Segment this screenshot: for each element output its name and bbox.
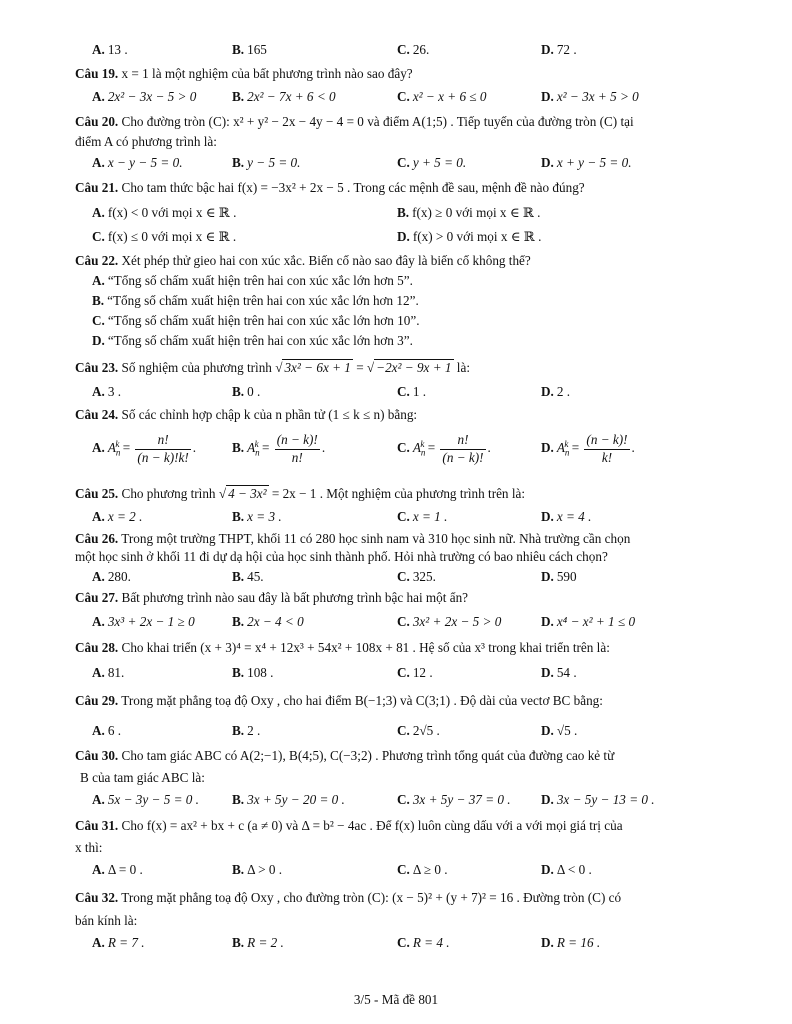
q20-stem: Câu 20. Cho đường tròn (C): x² + y² − 2x − 4y − 4 = 0 và điểm A(1;5) . Tiếp tuyến của đường tròn (C) tại bbox=[75, 114, 634, 129]
q26-option-c: 325. bbox=[412, 569, 436, 584]
q21-option-a: f(x) < 0 với mọi x ∈ ℝ . bbox=[107, 205, 237, 220]
q19-stem: Câu 19. x = 1 là một nghiệm của bất phương trình nào sao đây? bbox=[75, 66, 413, 81]
q21-option-d: f(x) > 0 với mọi x ∈ ℝ . bbox=[412, 229, 542, 244]
q19-option-c: x² − x + 6 ≤ 0 bbox=[412, 89, 487, 104]
q25-option-b: x = 3 . bbox=[247, 509, 282, 524]
q23-option-a: 3 . bbox=[107, 384, 122, 399]
q31-option-c: Δ ≥ 0 . bbox=[412, 862, 448, 877]
q19-option-a: 2x² − 3x − 5 > 0 bbox=[107, 89, 197, 104]
q27-option-d: x⁴ − x² + 1 ≤ 0 bbox=[556, 614, 636, 629]
q20-stem-cont: điểm A có phương trình là: bbox=[75, 134, 217, 149]
q27-option-b: 2x − 4 < 0 bbox=[247, 614, 304, 629]
q22-option-a-line: A. “Tổng số chấm xuất hiện trên hai con xúc xắc lớn hơn 5”. bbox=[92, 273, 413, 288]
exam-page: A. 13 . B. 165 C. 26. D. 72 . Câu 19. x = 1 là một nghiệm của bất phương trình nào sao đây? A. 2x² − 3x − 5 > 0 B. 2x² − 7x + 6 < 0 C. x² − x + 6 ≤ 0 D. x² − 3x + 5 > 0 Câu 20. Cho đường tròn (C): x² + y² − 2x − 4y − 4 = 0 và điểm A(1;5) . Tiếp tuyến của đường tròn (C) tại điểm A có phương trình là: A. x − y − 5 = 0. B. y − 5 = 0. C. y + 5 = 0. D. x + y − 5 = 0. Câu 21. Cho tam thức bậc hai f(x) = −3x² + 2x − 5 . Trong các mệnh đề sau, mệnh đề nào đúng? A. f(x) < 0 với mọi x ∈ ℝ . B. f(x) ≥ 0 với mọi x ∈ ℝ . C. f(x) ≤ 0 với mọi x ∈ ℝ . D. f(x) > 0 với mọi x ∈ ℝ . Câu 22. Xét phép thử gieo hai con xúc xắc. Biến cố nào sao đây là biến cố không thể? A. “Tổng số chấm xuất hiện trên hai con xúc xắc lớn hơn 5”. B. “Tổng số chấm xuất hiện trên hai con xúc xắc lớn hơn 12”. C. “Tổng số chấm xuất hiện trên hai con xúc xắc lớn hơn 10”. D. “Tổng số chấm xuất hiện trên hai con xúc xắc lớn hơn 3”. Câu 23. Số nghiệm của phương trình √ 3x² − 6x + 1 = √ −2x² − 9x + 1 là: A. 3 . B. 0 . C. 1 . D. 2 . Câu 24. Số các chỉnh hợp chập k của n phần tử (1 ≤ k ≤ n) bằng: A. $A_n^k$ = $\frac{n!}{(n - k)!k!}$ . B. $A_n^k$ = $\frac{(n - k)!}{n!}$ . C. $A_n^k$ = $\frac{n!}{(n - k)!}$ . D. $A_n^k$ = $\frac{(n - k)!}{k!}$ . Câu 25. Cho phương trình √ 4 − 3x² = 2x − 1 . Một nghiệm của phương trình trên là: A. x = 2 . B. x = 3 . C. x = 1 . D. x = 4 . Câu 26. Trong một trường THPT, khối 11 có 280 học sinh nam và 310 học sinh nữ. Nhà trường cần chọn một học sinh ở khối 11 đi dự dạ hội của học sinh thành phố. Hỏi nhà trường có bao nhiêu cách chọn? A. 280. B. 45. C. 325. D. 590 Câu 27. Bất phương trình nào sau đây là bất phương trình bậc hai một ẩn? A. 3x³ + 2x − 1 ≥ 0 B. 2x − 4 < 0 C. 3x² + 2x − 5 > 0 D. x⁴ − x² + 1 ≤ 0 Câu 28. Cho khai triển (x + 3)⁴ = x⁴ + 12x³ + 54x² + 108x + 81 . Hệ số của x³ trong khai triển trên là: A. 81. B. 108 . C. 12 . D. 54 . Câu 29. Trong mặt phẳng toạ độ Oxy , cho hai điểm B(−1;3) và C(3;1) . Độ dài của vectơ BC bằng: A. 6 . B. 2 . C. 2√5 . D. √5 . Câu 30. Cho tam giác ABC có A(2;−1), B(4;5), C(−3;2) . Phương trình tổng quát của đường cao kẻ từ B của tam giác ABC là: A. 5x − 3y − 5 = 0 . B. 3x + 5y − 20 = 0 . C. 3x + 5y − 37 = 0 . D. 3x − 5y − 13 = 0 . Câu 31. Cho f(x) = ax² + bx + c (a ≠ 0) và Δ = b² − 4ac . Để f(x) luôn cùng dấu với a với mọi giá trị của x thì: A. Δ = 0 . B. Δ > 0 . C. Δ ≥ 0 . D. Δ < 0 . Câu 32. Trong mặt phẳng toạ độ Oxy , cho đường tròn (C): (x − 5)² + (y + 7)² = 16 . Đường tròn (C) có bán kính là: A. R = 7 . B. R = 2 . C. R = 4 . D. R = 16 . 3/5 - Mã đề 801 bbox=[0, 0, 792, 1024]
q24-stem: Câu 24. Số các chỉnh hợp chập k của n phần tử (1 ≤ k ≤ n) bằng: bbox=[75, 407, 418, 422]
q23-option-d: 2 . bbox=[556, 384, 571, 399]
q31-stem: Câu 31. Cho f(x) = ax² + bx + c (a ≠ 0) và Δ = b² − 4ac . Để f(x) luôn cùng dấu với a với mọi giá trị của bbox=[75, 818, 623, 833]
q28-option-b: 108 . bbox=[247, 665, 274, 680]
q30-option-b: 3x + 5y − 20 = 0 . bbox=[247, 792, 345, 807]
q26-stem: Câu 26. Trong một trường THPT, khối 11 có 280 học sinh nam và 310 học sinh nữ. Nhà trường cần chọn bbox=[75, 531, 631, 546]
q30-stem: Câu 30. Cho tam giác ABC có A(2;−1), B(4;5), C(−3;2) . Phương trình tổng quát của đường cao kẻ từ bbox=[75, 748, 615, 763]
q32-option-b: R = 2 . bbox=[247, 935, 284, 950]
q27-option-a: 3x³ + 2x − 1 ≥ 0 bbox=[107, 614, 195, 629]
q22-option-a: “Tổng số chấm xuất hiện trên hai con xúc xắc lớn hơn 5”. bbox=[107, 273, 413, 288]
q29-option-a: 6 . bbox=[107, 723, 122, 738]
q22-option-d-line: D. “Tổng số chấm xuất hiện trên hai con xúc xắc lớn hơn 3”. bbox=[92, 333, 413, 348]
q25-stem: Câu 25. Cho phương trình √ 4 − 3x² = 2x − 1 . Một nghiệm của phương trình trên là: bbox=[75, 486, 526, 501]
q25-option-c: x = 1 . bbox=[412, 509, 448, 524]
q28-option-c: 12 . bbox=[412, 665, 433, 680]
q32-option-a: R = 7 . bbox=[107, 935, 145, 950]
q25-option-d: x = 4 . bbox=[556, 509, 592, 524]
q32-stem-cont: bán kính là: bbox=[75, 913, 138, 928]
q24-option-c: C. $A_n^k$ = $\frac{n!}{(n - k)!}$ . bbox=[397, 432, 491, 465]
q22-option-d: “Tổng số chấm xuất hiện trên hai con xúc xắc lớn hơn 3”. bbox=[107, 333, 413, 348]
q29-option-b: 2 . bbox=[247, 723, 261, 738]
q21-option-c: f(x) ≤ 0 với mọi x ∈ ℝ . bbox=[107, 229, 237, 244]
q26-option-d: 590 bbox=[556, 569, 577, 584]
q24-option-d: D. $A_n^k$ = $\frac{(n - k)!}{k!}$ . bbox=[541, 432, 635, 465]
q31-option-d: Δ < 0 . bbox=[556, 862, 592, 877]
q25-radicand: 4 − 3x² bbox=[228, 486, 267, 501]
q23-rhs-radicand: −2x² − 9x + 1 bbox=[376, 360, 452, 375]
q22-stem: Câu 22. Xét phép thử gieo hai con xúc xắc. Biến cố nào sao đây là biến cố không thể? bbox=[75, 253, 531, 268]
q30-option-d: 3x − 5y − 13 = 0 . bbox=[556, 792, 655, 807]
q21-option-b: f(x) ≥ 0 với mọi x ∈ ℝ . bbox=[412, 205, 541, 220]
q27-option-c: 3x² + 2x − 5 > 0 bbox=[412, 614, 502, 629]
q18-option-a: 13 . bbox=[107, 42, 128, 57]
q30-stem-cont: B của tam giác ABC là: bbox=[80, 770, 205, 785]
q27-stem: Câu 27. Bất phương trình nào sau đây là bất phương trình bậc hai một ẩn? bbox=[75, 590, 469, 605]
q20-option-a: x − y − 5 = 0. bbox=[107, 155, 183, 170]
q22-option-c: “Tổng số chấm xuất hiện trên hai con xúc xắc lớn hơn 10”. bbox=[107, 313, 420, 328]
q29-stem: Câu 29. Trong mặt phẳng toạ độ Oxy , cho hai điểm B(−1;3) và C(3;1) . Độ dài của vectơ BC bằng: bbox=[75, 693, 603, 708]
q30-option-c: 3x + 5y − 37 = 0 . bbox=[412, 792, 511, 807]
q20-option-b: y − 5 = 0. bbox=[247, 155, 301, 170]
page-footer: 3/5 - Mã đề 801 bbox=[353, 992, 439, 1007]
q32-stem: Câu 32. Trong mặt phẳng toạ độ Oxy , cho đường tròn (C): (x − 5)² + (y + 7)² = 16 . Đường tròn (C) có bbox=[75, 890, 622, 905]
q26-stem-cont: một học sinh ở khối 11 đi dự dạ hội của học sinh thành phố. Hỏi nhà trường có bao nhiêu cách chọn? bbox=[75, 549, 608, 564]
q32-option-d: R = 16 . bbox=[556, 935, 601, 950]
q28-option-a: 81. bbox=[107, 665, 125, 680]
q28-option-d: 54 . bbox=[556, 665, 577, 680]
q28-stem: Câu 28. Cho khai triển (x + 3)⁴ = x⁴ + 12x³ + 54x² + 108x + 81 . Hệ số của x³ trong khai triển trên là: bbox=[75, 640, 610, 655]
q24-option-a: A. $A_n^k$ = $\frac{n!}{(n - k)!k!}$ . bbox=[92, 432, 197, 465]
q23-lhs-radicand: 3x² − 6x + 1 bbox=[284, 360, 351, 375]
q25-option-a: x = 2 . bbox=[107, 509, 143, 524]
q19-option-d: x² − 3x + 5 > 0 bbox=[556, 89, 639, 104]
q31-option-b: Δ > 0 . bbox=[247, 862, 283, 877]
q23-option-b: 0 . bbox=[247, 384, 261, 399]
q29-option-c: 2√5 . bbox=[412, 723, 440, 738]
q32-option-c: R = 4 . bbox=[412, 935, 450, 950]
q22-option-c-line: C. “Tổng số chấm xuất hiện trên hai con xúc xắc lớn hơn 10”. bbox=[92, 313, 420, 328]
q31-stem-cont: x thì: bbox=[75, 840, 103, 855]
q20-option-d: x + y − 5 = 0. bbox=[556, 155, 632, 170]
q22-option-b-line: B. “Tổng số chấm xuất hiện trên hai con xúc xắc lớn hơn 12”. bbox=[92, 293, 419, 308]
q18-option-b: 165 bbox=[247, 42, 267, 57]
q30-option-a: 5x − 3y − 5 = 0 . bbox=[107, 792, 199, 807]
q22-option-b: “Tổng số chấm xuất hiện trên hai con xúc xắc lớn hơn 12”. bbox=[107, 293, 419, 308]
q24-option-b: B. $A_n^k$ = $\frac{(n - k)!}{n!}$ . bbox=[232, 432, 326, 465]
q26-option-a: 280. bbox=[107, 569, 131, 584]
q20-option-c: y + 5 = 0. bbox=[412, 155, 467, 170]
q26-option-b: 45. bbox=[247, 569, 264, 584]
q31-option-a: Δ = 0 . bbox=[107, 862, 143, 877]
q18-option-d: 72 . bbox=[556, 42, 577, 57]
q23-option-c: 1 . bbox=[412, 384, 427, 399]
q23-stem: Câu 23. Số nghiệm của phương trình √ 3x² − 6x + 1 = √ −2x² − 9x + 1 là: bbox=[75, 360, 470, 375]
q29-option-d: √5 . bbox=[556, 723, 578, 738]
q18-option-c: 26. bbox=[412, 42, 430, 57]
q21-stem: Câu 21. Cho tam thức bậc hai f(x) = −3x² + 2x − 5 . Trong các mệnh đề sau, mệnh đề nào đúng? bbox=[75, 180, 585, 195]
q19-option-b: 2x² − 7x + 6 < 0 bbox=[247, 89, 336, 104]
